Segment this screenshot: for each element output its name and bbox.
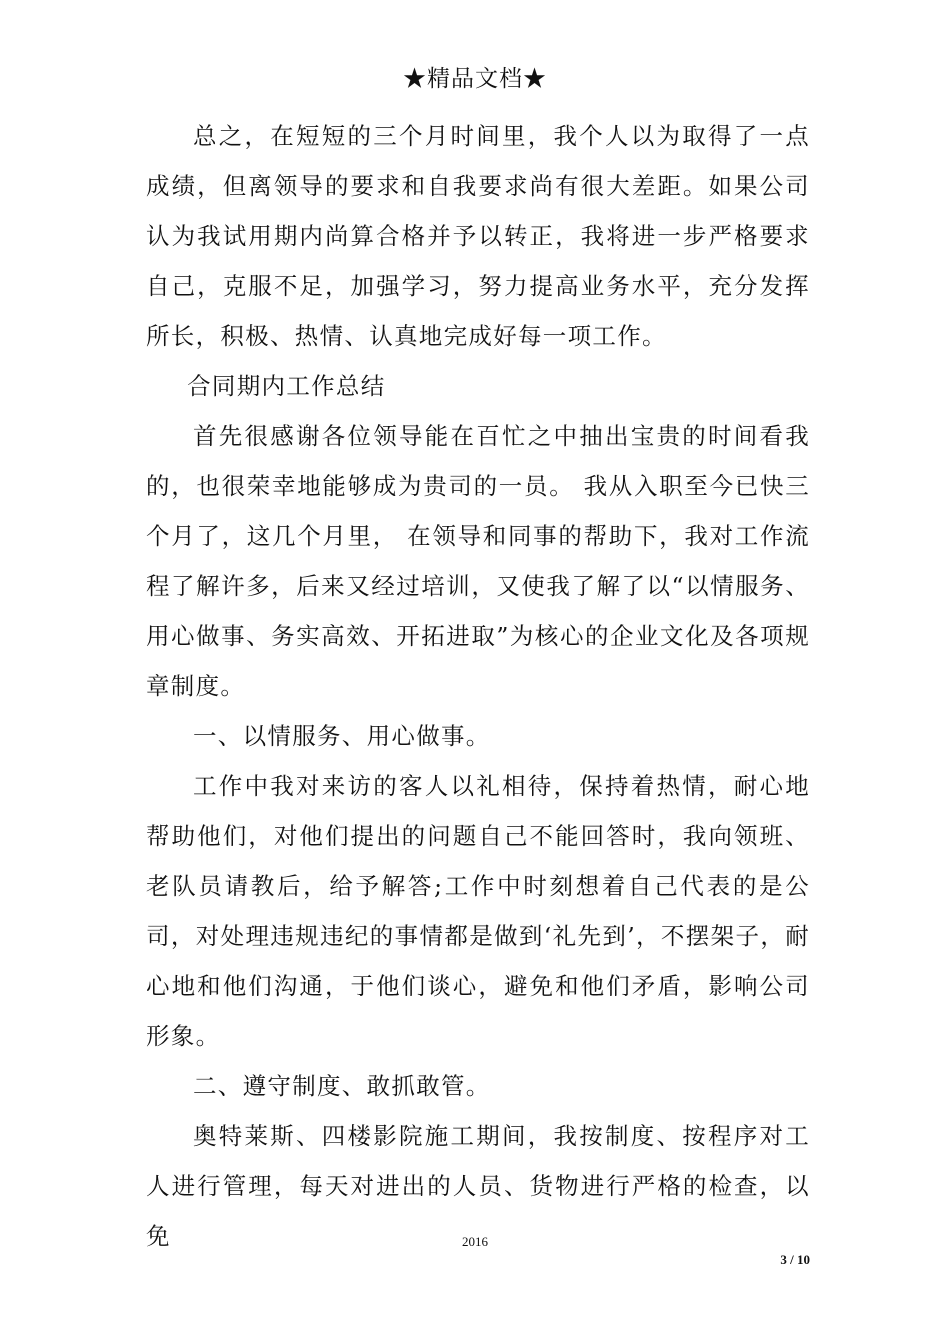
page-number: 3 / 10 xyxy=(780,1252,810,1267)
document-header-title: ★精品文档★ xyxy=(403,66,547,92)
section-heading-service: 一、以情服务、用心做事。 xyxy=(193,722,491,750)
section-title-contract-summary: 合同期内工作总结 xyxy=(187,372,386,400)
section-heading-rules: 二、遵守制度、敢抓敢管。 xyxy=(193,1072,491,1100)
paragraph-service: 工作中我对来访的客人以礼相待，保持着热情，耐心地帮助他们，对他们提出的问题自己不能回答时，我向领班、老队员请教后，给予解答;工作中时刻想着自己代表的是公司，对处理违规违纪的事情都是做到‘礼先到’，不摆架子，耐心地和他们沟通，于他们谈心，避免和他们矛盾，影响公司形象。 xyxy=(146,772,810,1050)
footer-year: 2016 xyxy=(462,1234,488,1249)
paragraph-conclusion: 总之，在短短的三个月时间里，我个人以为取得了一点成绩，但离领导的要求和自我要求尚有很大差距。如果公司认为我试用期内尚算合格并予以转正，我将进一步严格要求自己，克服不足，加强学习，努力提高业务水平，充分发挥所长，积极、热情、认真地完成好每一项工作。 xyxy=(146,122,810,350)
paragraph-construction: 奥特莱斯、四楼影院施工期间，我按制度、按程序对工人进行管理，每天对进出的人员、货物进行严格的检查，以免 xyxy=(146,1122,810,1250)
paragraph-introduction: 首先很感谢各位领导能在百忙之中抽出宝贵的时间看我的，也很荣幸地能够成为贵司的一员。 我从入职至今已快三个月了，这几个月里， 在领导和同事的帮助下，我对工作流程了解许多，后来又经过培训，又使我了解了以“以情服务、用心做事、务实高效、开拓进取”为核心的企业文化及各项规章制度。 xyxy=(146,422,810,700)
document-body xyxy=(146,111,810,1261)
